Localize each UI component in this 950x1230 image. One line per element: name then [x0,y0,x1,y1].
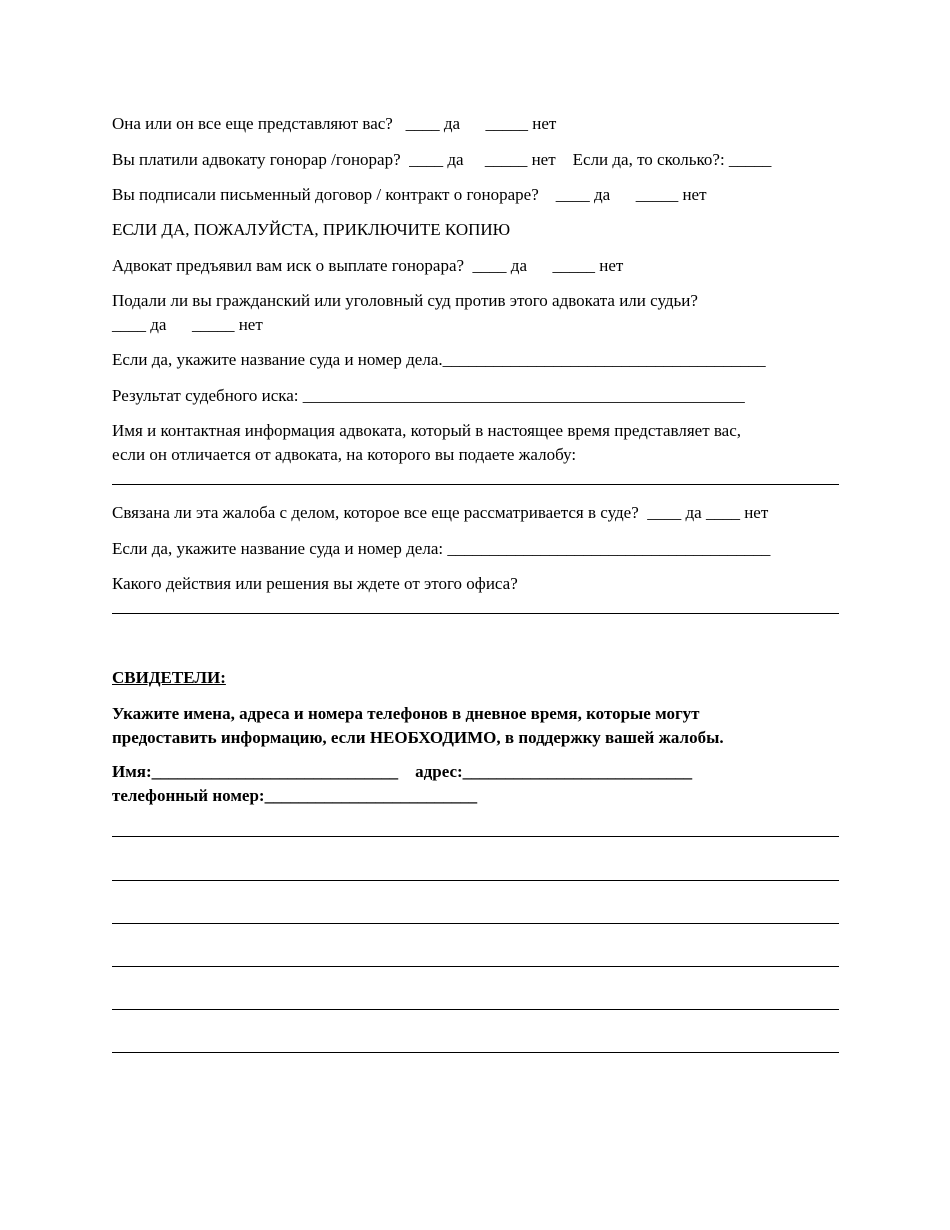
expected-action-label: Какого действия или решения вы ждете от этого офиса? [112,574,518,593]
question-filed-suit-answers[interactable]: ____ да _____ нет [112,315,263,334]
witness-entry-line[interactable] [112,836,839,837]
witness-name-address-fields[interactable]: Имя:_____________________________ адрес:___________________________ [112,762,693,781]
lawsuit-result-field[interactable]: Результат судебного иска: ____________________________________________________ [112,386,745,405]
question-fee-paid[interactable]: Вы платили адвокату гонорар /гонорар? ____ да _____ нет Если да, то сколько?: _____ [112,150,772,169]
question-fee-lawsuit[interactable]: Адвокат предъявил вам иск о выплате гонорара? ____ да _____ нет [112,256,624,275]
question-written-contract[interactable]: Вы подписали письменный договор / контракт о гонораре? ____ да _____ нет [112,185,707,204]
witness-entry-line[interactable] [112,923,839,924]
question-pending-case[interactable]: Связана ли эта жалоба с делом, которое все еще рассматривается в суде? ____ да ____ нет [112,503,769,522]
witness-entry-line[interactable] [112,1052,839,1053]
current-attorney-label: Имя и контактная информация адвоката, который в настоящее время представляет вас, [112,421,742,440]
witnesses-heading: СВИДЕТЕЛИ: [112,668,226,687]
witnesses-instructions: Укажите имена, адреса и номера телефонов в дневное время, которые могут [112,704,700,723]
expected-action-input-line[interactable] [112,613,839,614]
current-attorney-label-cont: если он отличается от адвоката, на которого вы подаете жалобу: [112,445,577,464]
witnesses-instructions-cont: предоставить информацию, если НЕОБХОДИМО, в поддержку вашей жалобы. [112,728,724,747]
attach-copy-note: ЕСЛИ ДА, ПОЖАЛУЙСТА, ПРИКЛЮЧИТЕ КОПИЮ [112,220,511,239]
witness-entry-line[interactable] [112,966,839,967]
witness-entry-line[interactable] [112,880,839,881]
court-name-case-number-field[interactable]: Если да, укажите название суда и номер дела.______________________________________ [112,350,766,369]
question-still-represented[interactable]: Она или он все еще представляют вас? ____ да _____ нет [112,114,557,133]
witness-entry-line[interactable] [112,1009,839,1010]
question-filed-suit: Подали ли вы гражданский или уголовный суд против этого адвоката или судьи? [112,291,698,310]
current-attorney-input-line[interactable] [112,484,839,485]
pending-court-case-number-field[interactable]: Если да, укажите название суда и номер дела: ______________________________________ [112,539,771,558]
witness-phone-field[interactable]: телефонный номер:_________________________ [112,786,478,805]
